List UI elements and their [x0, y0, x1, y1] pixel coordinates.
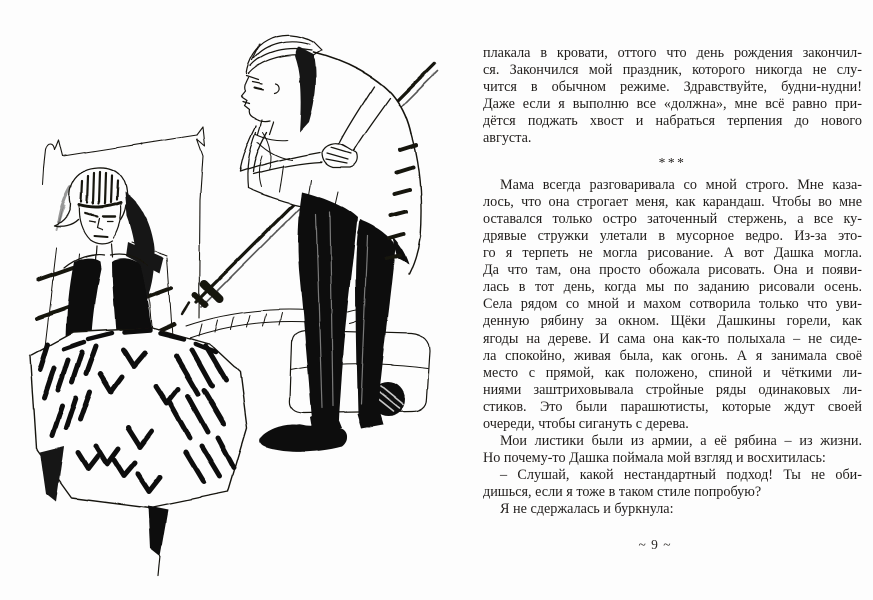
paragraph: [483, 45, 862, 148]
text-line: ла спокойно, живая была, как огонь. А я занимала своё: [483, 347, 862, 364]
text-line: го я терпеть не могла рисование. А вот Дашка могла.: [483, 245, 862, 262]
paragraph: [483, 433, 862, 467]
text-line: ниями заштриховывала стройные ряды одинаковых ли-: [483, 381, 862, 398]
text-line: Села рядом со мной и махом сотворила только что уви-: [483, 296, 862, 313]
text-line: Но почему-то Дашка поймала мой взгляд и восхитилась:: [483, 450, 826, 467]
text-line: очереди, чтобы сигануть с дерева.: [483, 415, 689, 432]
text-line: ся. Закончился мой праздник, которого никогда не слу-: [483, 62, 862, 79]
text-line: лась в тот день, когда мы по заданию рисовали осень.: [483, 279, 862, 296]
paragraph: [483, 177, 862, 433]
text-line: дишься, если я тоже в таком стиле попробую?: [483, 484, 762, 501]
text-line: ягоды на дереве. И сама она как-то полыхала – не сиде-: [483, 330, 862, 347]
text-line: Да что там, она просто обожала рисовать. Она и появи-: [483, 262, 862, 279]
text-line: плакала в кровати, оттого что день рождения закончил-: [483, 45, 862, 61]
seated-girl-figure: [30, 167, 247, 576]
text-line: Мои листики были из армии, а её рябина – из жизни.: [500, 433, 862, 450]
text-line: стиков. Это были парашютисты, которые ждут своей: [483, 398, 862, 415]
text-line: – Слушай, какой нестандартный подход! Ты не оби-: [500, 467, 862, 484]
text-line: дётся поджать хвост и набраться терпения до нового: [483, 113, 862, 130]
text-line: Даже если я выполню все «должна», мне всё равно при-: [483, 96, 862, 113]
page-number: ~ 9 ~: [638, 537, 672, 552]
text-column: [483, 45, 862, 519]
text-line: лось, что она строгает меня, как карандаш. Чтобы во мне: [483, 193, 862, 210]
section-divider: ***: [658, 154, 687, 170]
text-line: денную рябину за окном. Щёки Дашкины горели, как: [483, 313, 862, 330]
paragraph: [483, 467, 862, 501]
text-line: чится в обычном режиме. Здравствуйте, будни-нудни!: [483, 79, 862, 96]
text-line: августа.: [483, 130, 532, 147]
text-line: оставался только остро заточенный стержень, а все ку-: [483, 210, 862, 227]
text-line: Мама всегда разговаривала со мной строго. Мне каза-: [500, 176, 862, 193]
patterned-skirt: [30, 328, 247, 508]
paragraph: [483, 501, 862, 518]
text-line: место с прямой, как положено, спиной и чёткими ли-: [483, 364, 862, 381]
text-line: Я не сдержалась и буркнула:: [500, 501, 674, 518]
text-line: дрявые стружки улетали в мусорное ведро. Из-за это-: [483, 227, 862, 244]
